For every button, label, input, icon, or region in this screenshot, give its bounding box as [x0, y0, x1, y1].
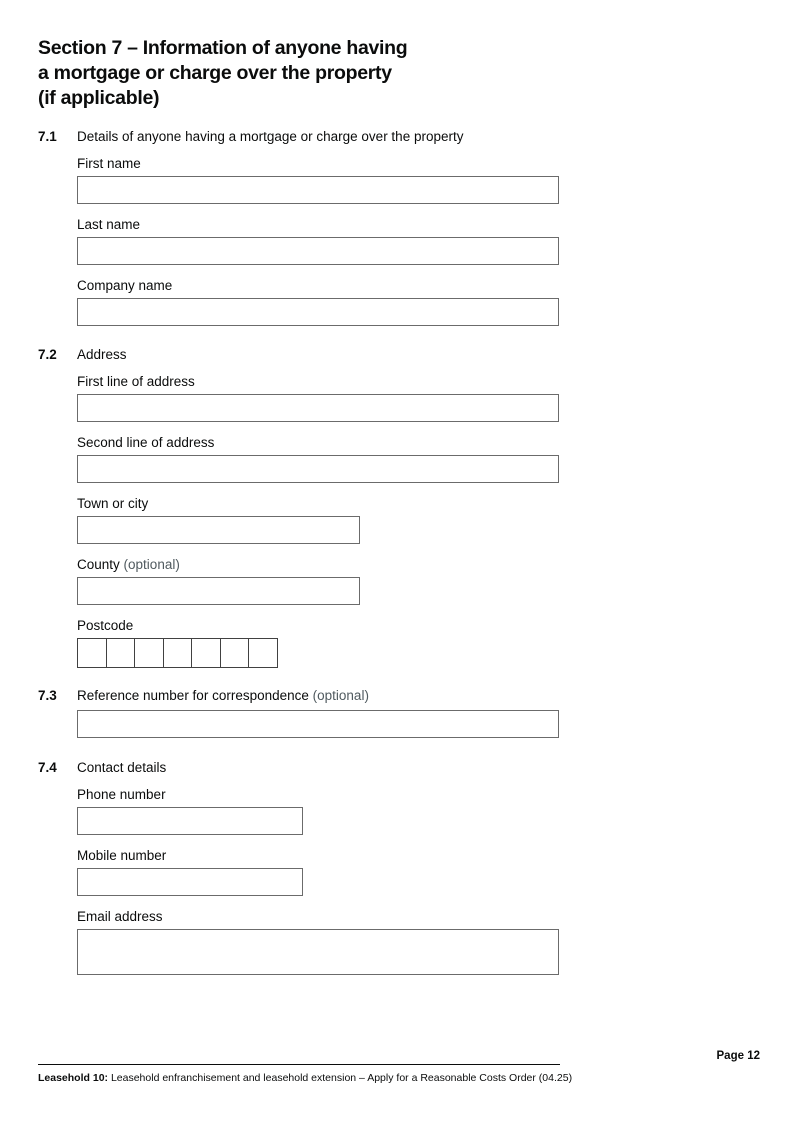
address-line1-input[interactable]	[77, 394, 559, 422]
section-7-4-heading: Contact details	[77, 760, 167, 775]
town-input[interactable]	[77, 516, 360, 544]
footer-doc-title-rest: Leasehold enfranchisement and leasehold extension – Apply for a Reasonable Costs Order (04.25)	[108, 1072, 573, 1084]
county-label	[77, 556, 560, 573]
email-label: Email address	[77, 909, 163, 924]
first-name-input[interactable]	[77, 176, 559, 204]
address-line2-label: Second line of address	[77, 435, 215, 450]
postcode-cell[interactable]	[163, 638, 193, 668]
last-name-field	[77, 216, 560, 265]
postcode-cell[interactable]	[134, 638, 164, 668]
section-7-1-heading: Details of anyone having a mortgage or charge over the property	[77, 129, 464, 144]
address-line1-label: First line of address	[77, 374, 195, 389]
postcode-label: Postcode	[77, 618, 134, 633]
email-input[interactable]	[77, 929, 559, 975]
section-7-1	[38, 128, 560, 326]
footer-divider	[38, 1064, 560, 1065]
section-7-2	[38, 346, 560, 668]
reference-number-input[interactable]	[77, 710, 559, 738]
company-name-label: Company name	[77, 278, 173, 293]
postcode-cell[interactable]	[248, 638, 278, 668]
page-title-line-1: Section 7 – Information of anyone having	[38, 37, 408, 59]
company-name-input[interactable]	[77, 298, 559, 326]
county-input[interactable]	[77, 577, 360, 605]
mobile-field	[77, 847, 560, 896]
footer-doc-title-bold: Leasehold 10:	[38, 1072, 109, 1084]
town-label: Town or city	[77, 496, 149, 511]
postcode-field	[77, 617, 560, 668]
page-title-line-2: a mortgage or charge over the property	[38, 62, 392, 84]
town-field	[77, 495, 560, 544]
postcode-input	[77, 638, 560, 668]
phone-input[interactable]	[77, 807, 303, 835]
last-name-input[interactable]	[77, 237, 559, 265]
page-title	[38, 36, 560, 111]
company-name-field	[77, 277, 560, 326]
address-line2-input[interactable]	[77, 455, 559, 483]
county-field	[77, 556, 560, 605]
county-optional-hint: (optional)	[123, 557, 180, 572]
last-name-label: Last name	[77, 217, 141, 232]
section-7-3	[38, 687, 560, 738]
mobile-label: Mobile number	[77, 848, 167, 863]
phone-label: Phone number	[77, 787, 166, 802]
form-content	[38, 36, 560, 975]
section-7-4-number: 7.4	[38, 760, 57, 775]
section-7-1-number: 7.1	[38, 129, 57, 144]
section-7-4	[38, 759, 560, 975]
postcode-cell[interactable]	[191, 638, 221, 668]
page-title-line-3: (if applicable)	[38, 87, 160, 109]
postcode-cell[interactable]	[220, 638, 250, 668]
address-line2-field	[77, 434, 560, 483]
footer-doc-title	[38, 1071, 778, 1085]
section-7-2-heading: Address	[77, 347, 127, 362]
section-7-3-number: 7.3	[38, 688, 57, 703]
first-name-label: First name	[77, 156, 141, 171]
section-7-3-heading	[77, 687, 560, 704]
page-number: Page 12	[716, 1050, 760, 1062]
mobile-input[interactable]	[77, 868, 303, 896]
county-label-text: County	[77, 557, 120, 572]
postcode-cell[interactable]	[106, 638, 136, 668]
postcode-cell[interactable]	[77, 638, 107, 668]
first-name-field	[77, 155, 560, 204]
email-field	[77, 908, 560, 975]
address-line1-field	[77, 373, 560, 422]
section-7-3-heading-text: Reference number for correspondence	[77, 688, 309, 703]
phone-field	[77, 786, 560, 835]
section-7-2-number: 7.2	[38, 347, 57, 362]
reference-optional-hint: (optional)	[312, 688, 369, 703]
